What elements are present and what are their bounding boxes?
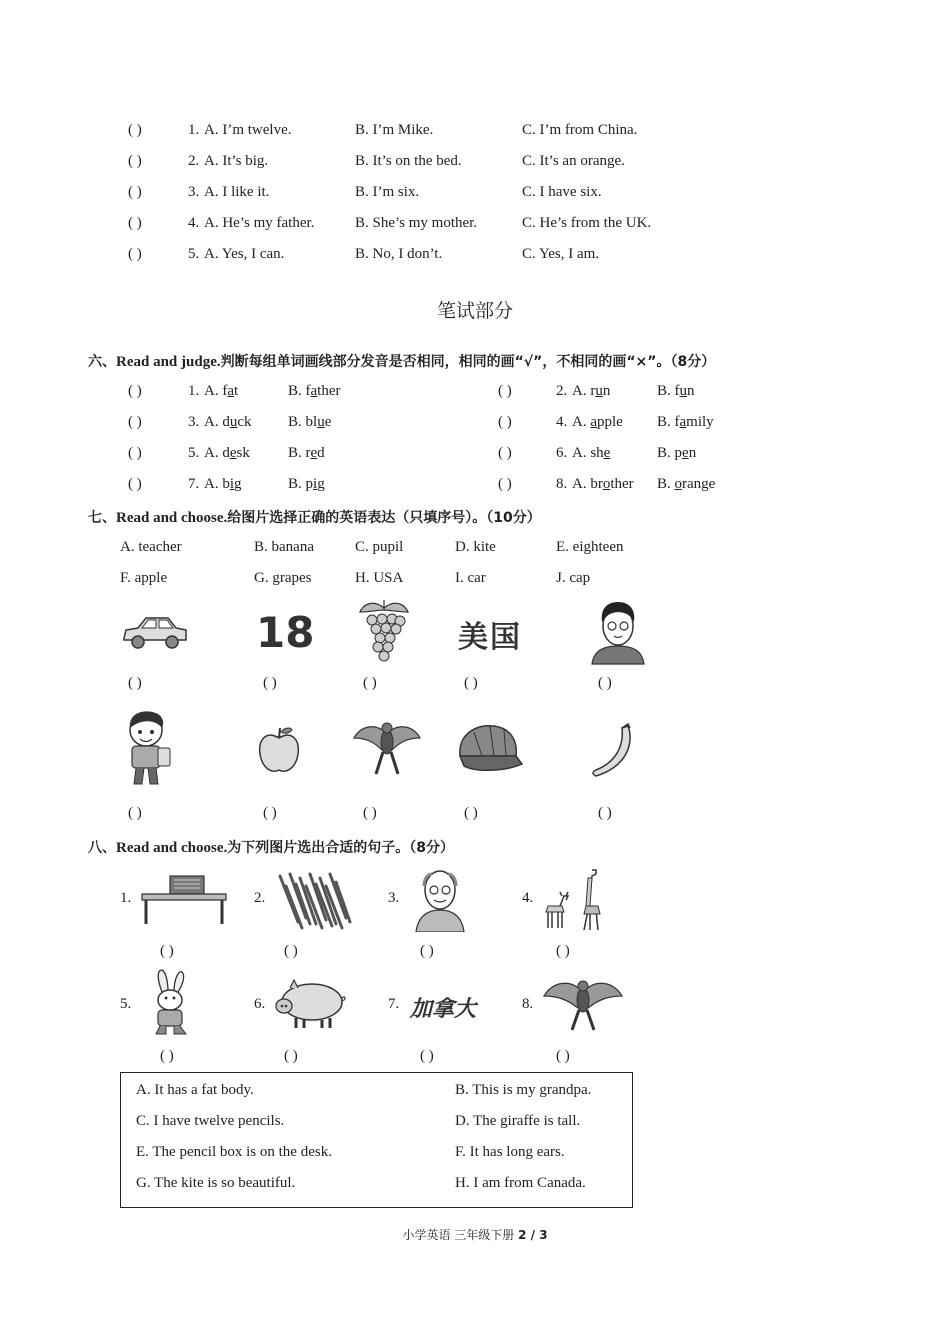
section-english: Read and judge. [116,354,221,370]
answer-paren: ( ) [128,184,142,200]
answer-paren: ( ) [128,153,142,169]
question-number: 3. [188,184,200,200]
underlined-letter: i [229,476,235,492]
answer-paren: ( ) [498,445,512,461]
option-pupil: C. pupil [355,539,404,555]
judge-item-8 [0,476,950,496]
underlined-letter: o [602,476,611,492]
option-banana: B. banana [254,539,314,555]
word-part: d [317,445,325,461]
answer-paren: ( ) [128,805,142,821]
section-english: Read and choose. [116,510,228,526]
answer-paren: ( ) [464,675,478,691]
answer-paren: ( ) [128,215,142,231]
sentence-options-box [120,1072,633,1208]
word-part: B. f [288,383,311,399]
word-part: B. bl [288,414,318,430]
answer-paren: ( ) [263,805,277,821]
word-b [657,383,695,400]
underlined-letter: a [227,383,234,399]
page-number: 2 / 3 [518,1228,548,1242]
underlined-letter: u [317,414,325,430]
word-part: B. p [288,476,314,492]
answer-paren: ( ) [284,1048,298,1064]
question-number: 5. [188,445,200,461]
option-a: A. I like it. [204,184,270,200]
word-part: A. [572,414,591,430]
section-instruction: 给图片选择正确的英语表达（只填序号）。（10分） [227,510,541,526]
word-b [657,414,714,431]
answer-paren: ( ) [598,675,612,691]
answer-paren: ( ) [498,414,512,430]
cap-picture [454,720,524,778]
underlined-letter: a [310,383,318,399]
section-instruction: 为下列图片选出合适的句子。（8分） [227,840,455,856]
section-number: 六、 [88,354,116,370]
word-a [572,476,634,493]
option-cap: J. cap [556,570,591,586]
word-a [572,414,623,431]
option-c: C. I’m from China. [522,122,638,138]
section-instruction: 判断每组单词画线部分发音是否相同，相同的画“√”，不相同的画“×”。（8分） [220,354,716,370]
usa-picture: 美国 [458,620,522,655]
word-part: n [688,445,697,461]
question-number: 7. [188,476,200,492]
question-number: 6. [556,445,568,461]
word-a [572,445,610,462]
listening-row-4 [0,215,950,235]
grandpa-picture [412,866,468,932]
banana-picture [588,722,638,780]
underlined-letter: u [679,383,687,399]
word-part: A. f [204,383,228,399]
written-section-title: 笔试部分 [436,300,513,322]
word-part: A. sh [572,445,604,461]
question-number: 8. [556,476,568,492]
word-part: e [324,414,332,430]
option-usa: H. USA [355,570,404,586]
eighteen-picture: 18 [256,608,315,657]
picture-label-2: 2. [254,890,266,906]
question-number: 1. [188,122,200,138]
picture-label-3: 3. [388,890,400,906]
word-part: A. b [204,476,230,492]
answer-paren: ( ) [263,675,277,691]
kite-picture [542,974,624,1034]
option-b: B. No, I don’t. [355,246,443,262]
answer-paren: ( ) [363,675,377,691]
answer-paren: ( ) [556,1048,570,1064]
answer-paren: ( ) [128,445,142,461]
canada-picture: 加拿大 [410,997,477,1022]
word-part: g [234,476,242,492]
pupil-picture [118,708,180,790]
question-number: 4. [188,215,200,231]
option-teacher: A. teacher [120,539,182,555]
option-c: C. I have six. [522,184,602,200]
apple-picture [256,724,302,776]
listening-row-5 [0,246,950,266]
footer-subject: 小学英语 三年级下册 [402,1228,515,1242]
word-b [657,476,715,493]
listening-row-2 [0,153,950,173]
answer-paren: ( ) [128,383,142,399]
word-b [657,445,696,462]
word-part: A. d [204,445,230,461]
answer-paren: ( ) [498,476,512,492]
underlined-letter: a [590,414,598,430]
word-part: n [687,383,695,399]
listening-row-1 [0,122,950,142]
picture-label-5: 5. [120,996,132,1012]
answer-paren: ( ) [363,805,377,821]
section-number: 七、 [88,510,116,526]
sentence-f: F. It has long ears. [455,1144,565,1160]
answer-paren: ( ) [160,943,174,959]
underlined-letter: e [682,445,689,461]
answer-paren: ( ) [420,1048,434,1064]
word-part: B. r [288,445,311,461]
option-car: I. car [455,570,486,586]
question-number: 1. [188,383,200,399]
option-b: B. I’m Mike. [355,122,434,138]
word-part: A. r [572,383,596,399]
rabbit-picture [144,968,196,1038]
word-part: n [602,383,611,399]
sentence-g: G. The kite is so beautiful. [136,1175,296,1191]
option-apple: F. apple [120,570,168,586]
car-picture [118,612,190,652]
word-part: g [317,476,325,492]
twelve-pencils-picture [276,872,352,930]
option-kite: D. kite [455,539,496,555]
word-part: mily [686,414,714,430]
option-b: B. It’s on the bed. [355,153,462,169]
question-number: 2. [188,153,200,169]
word-part: A. d [204,414,230,430]
picture-label-6: 6. [254,996,266,1012]
option-b: B. I’m six. [355,184,420,200]
page-footer [0,1226,950,1243]
section-6-heading [88,351,715,371]
option-grapes: G. grapes [254,570,312,586]
question-number: 3. [188,414,200,430]
option-b: B. She’s my mother. [355,215,478,231]
word-part: ther [610,476,634,492]
underlined-letter: e [310,445,318,461]
question-number: 2. [556,383,568,399]
word-part: B. f [657,383,680,399]
question-number: 5. [188,246,200,262]
answer-paren: ( ) [160,1048,174,1064]
option-c: C. He’s from the UK. [522,215,652,231]
sentence-b: B. This is my grandpa. [455,1082,592,1098]
option-a: A. I’m twelve. [204,122,292,138]
word-part: ck [237,414,252,430]
option-a: A. Yes, I can. [204,246,285,262]
answer-paren: ( ) [128,675,142,691]
grapes-picture [354,598,414,664]
underlined-letter: u [229,414,238,430]
underlined-letter: e [229,445,237,461]
pencil-box-on-desk-picture [140,868,228,926]
sentence-e: E. The pencil box is on the desk. [136,1144,332,1160]
listening-row-3 [0,184,950,204]
word-part: B. [657,476,675,492]
underlined-letter: o [674,476,683,492]
answer-paren: ( ) [420,943,434,959]
judge-item-6 [0,445,950,465]
word-part: range [682,476,716,492]
word-part: B. f [657,414,680,430]
word-part: t [234,383,239,399]
picture-label-4: 4. [522,890,534,906]
answer-paren: ( ) [598,805,612,821]
word-part: B. p [657,445,683,461]
section-8-heading [88,837,454,857]
question-number: 4. [556,414,568,430]
section-number: 八、 [88,840,116,856]
option-a: A. He’s my father. [204,215,315,231]
underlined-letter: i [313,476,318,492]
word-part: A. br [572,476,603,492]
answer-paren: ( ) [498,383,512,399]
underlined-letter: a [679,414,687,430]
answer-paren: ( ) [128,414,142,430]
sentence-d: D. The giraffe is tall. [455,1113,581,1129]
option-eighteen: E. eighteen [556,539,624,555]
sentence-c: C. I have twelve pencils. [136,1113,285,1129]
answer-paren: ( ) [464,805,478,821]
answer-paren: ( ) [284,943,298,959]
picture-label-1: 1. [120,890,132,906]
option-c: C. Yes, I am. [522,246,600,262]
option-a: A. It’s big. [204,153,269,169]
picture-label-7: 7. [388,996,400,1012]
giraffe-and-deer-picture [540,866,608,932]
underlined-letter: e [603,445,611,461]
word-part: sk [236,445,250,461]
answer-paren: ( ) [128,476,142,492]
word-part: pple [597,414,623,430]
sentence-a: A. It has a fat body. [136,1082,254,1098]
section-english: Read and choose. [116,840,228,856]
judge-item-2 [0,383,950,403]
section-7-heading [88,507,541,527]
sentence-h: H. I am from Canada. [455,1175,586,1191]
option-c: C. It’s an orange. [522,153,625,169]
underlined-letter: u [595,383,603,399]
answer-paren: ( ) [556,943,570,959]
pig-picture [272,976,346,1032]
kite-picture [352,716,422,780]
word-part: ther [317,383,341,399]
teacher-picture [588,598,648,666]
picture-label-8: 8. [522,996,534,1012]
judge-item-4 [0,414,950,434]
answer-paren: ( ) [128,122,142,138]
word-a [572,383,610,400]
answer-paren: ( ) [128,246,142,262]
